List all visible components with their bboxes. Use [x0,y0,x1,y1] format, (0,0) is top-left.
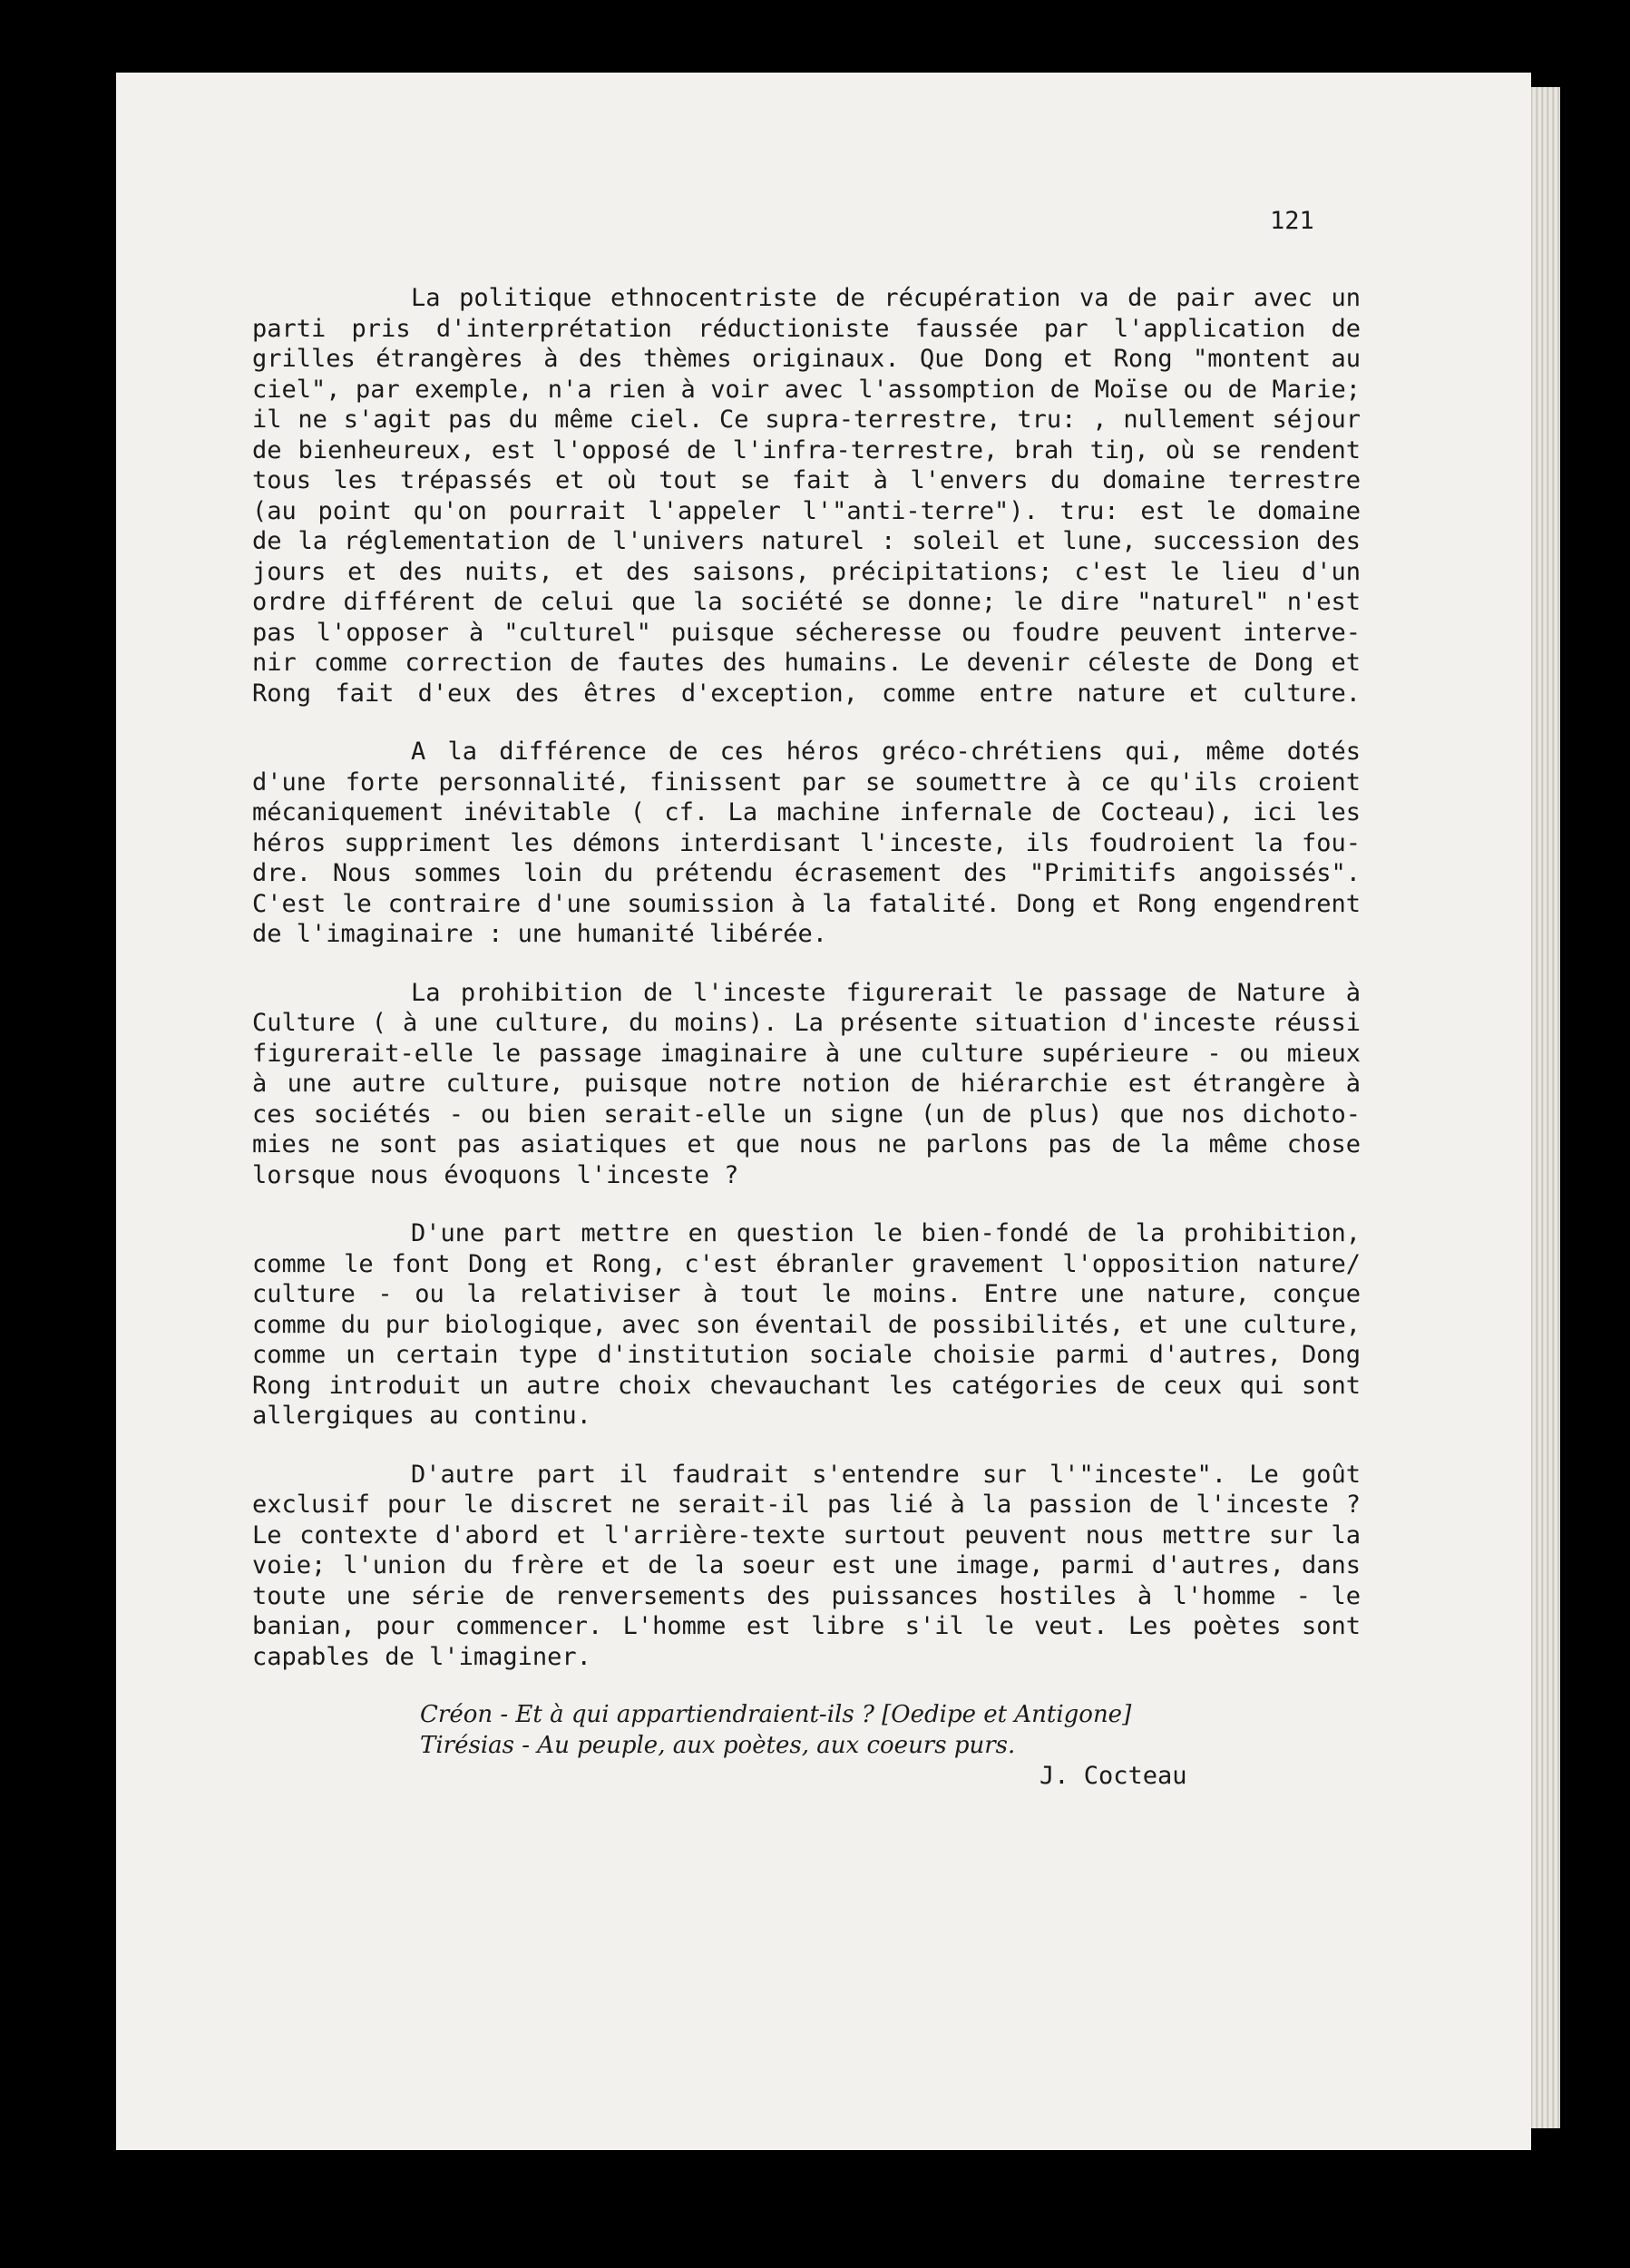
text-line: exclusif pour le discret ne serait-il pas lié à la passion de l'inceste ? [252,1491,1361,1519]
text-line: toute une série de renversements des puissances hostiles à l'homme - le [252,1581,1361,1610]
body-text [252,283,1361,1792]
text-line: jours et des nuits, et des saisons, précipitations; c'est le lieu d'un [252,557,1361,586]
text-line: culture - ou la relativiser à tout le moins. Entre une nature, conçue [252,1280,1361,1308]
text-line: grilles étrangères à des thèmes originaux. Que Dong et Rong "montent au [252,345,1361,373]
text-line: tous les trépassés et où tout se fait à l'envers du domaine terrestre [252,466,1361,494]
text-line: héros suppriment les démons interdisant l'inceste, ils foudroient la fou- [252,828,1361,857]
quote-line: Créon - Et à qui appartiendraient-ils ? [Oedipe et Antigone] [420,1701,1132,1728]
text-line: nir comme correction de fautes des humains. Le devenir céleste de Dong et [252,649,1361,677]
text-line: (au point qu'on pourrait l'appeler l'"anti-terre"). tru: est le domaine [252,496,1361,525]
text-line: voie; l'union du frère et de la soeur est une image, parmi d'autres, dans [252,1551,1361,1579]
text-line: comme un certain type d'institution sociale choisie parmi d'autres, Dong [252,1341,1361,1369]
text-line: Rong fait d'eux des êtres d'exception, comme entre nature et culture. [252,679,1361,708]
text-line: de l'imaginaire : une humanité libérée. [252,920,827,948]
text-line: ciel", par exemple, n'a rien à voir avec l'assomption de Moïse ou de Marie; [252,375,1361,404]
text-line: capables de l'imaginer. [252,1642,591,1671]
text-line: mécaniquement inévitable ( cf. La machine infernale de Cocteau), ici les [252,798,1361,826]
text-line: D'autre part il faudrait s'entendre sur l'"inceste". Le goût [411,1460,1361,1489]
text-line: Le contexte d'abord et l'arrière-texte surtout peuvent nous mettre sur la [252,1520,1361,1549]
text-line: comme le font Dong et Rong, c'est ébranler gravement l'opposition nature/ [252,1249,1361,1278]
quote-line: Tirésias - Au peuple, aux poètes, aux coeurs purs. [420,1731,1016,1759]
page-number: 121 [1270,207,1314,235]
quote-signature: J. Cocteau [1039,1762,1187,1790]
text-line: ordre différent de celui que la société se donne; le dire "naturel" n'est [252,588,1361,616]
text-line: C'est le contraire d'une soumission à la fatalité. Dong et Rong engendrent [252,889,1361,918]
text-line: il ne s'agit pas du même ciel. Ce supra-terrestre, tru: , nullement séjour [252,406,1361,434]
text-line: dre. Nous sommes loin du prétendu écrasement des "Primitifs angoissés". [252,859,1361,887]
text-line: A la différence de ces héros gréco-chrétiens qui, même dotés [411,738,1361,766]
text-line: allergiques au continu. [252,1402,591,1430]
text-line: pas l'opposer à "culturel" puisque sécheresse ou foudre peuvent interve- [252,618,1361,647]
text-line: figurerait-elle le passage imaginaire à une culture supérieure - ou mieux [252,1039,1361,1068]
text-line: ces sociétés - ou bien serait-elle un signe (un de plus) que nos dichoto- [252,1100,1361,1129]
text-line: de la réglementation de l'univers naturel : soleil et lune, succession des [252,527,1361,555]
text-line: D'une part mettre en question le bien-fondé de la prohibition, [411,1219,1361,1247]
text-line: comme du pur biologique, avec son éventail de possibilités, et une culture, [252,1310,1361,1339]
text-line: à une autre culture, puisque notre notion de hiérarchie est étrangère à [252,1070,1361,1098]
text-line: La prohibition de l'inceste figurerait le passage de Nature à [411,978,1361,1007]
text-line: Rong introduit un autre choix chevauchant les catégories de ceux qui sont [252,1371,1361,1400]
text-line: La politique ethnocentriste de récupération va de pair avec un [411,284,1361,312]
text-line: parti pris d'interprétation réductioniste faussée par l'application de [252,314,1361,343]
text-line: lorsque nous évoquons l'inceste ? [252,1160,739,1189]
text-line: de bienheureux, est l'opposé de l'infra-terrestre, brah tiŋ, où se rendent [252,435,1361,464]
text-line: mies ne sont pas asiatiques et que nous ne parlons pas de la même chose [252,1130,1361,1158]
text-line: d'une forte personnalité, finissent par se soumettre à ce qu'ils croient [252,767,1361,797]
text-line: banian, pour commencer. L'homme est libre s'il le veut. Les poètes sont [252,1612,1361,1640]
text-line: Culture ( à une culture, du moins). La présente situation d'inceste réussi [252,1009,1361,1037]
